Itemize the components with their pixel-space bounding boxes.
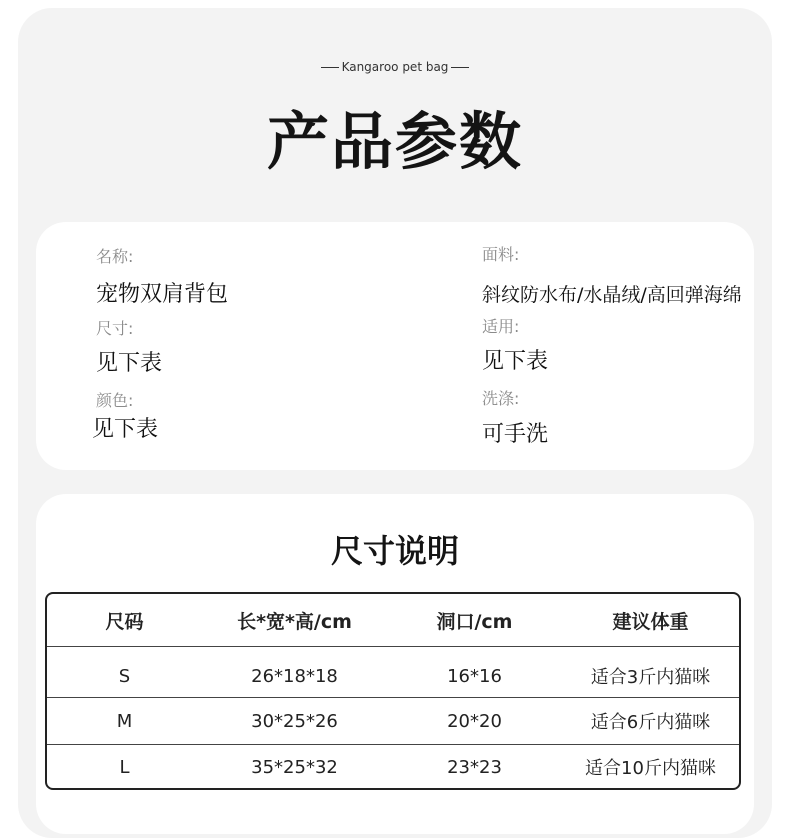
size-cell: M	[116, 710, 133, 732]
subtitle-left-line	[321, 67, 339, 68]
dimension-cell: 26*18*18	[251, 665, 338, 687]
color-label: 颜色:	[96, 391, 134, 410]
color-value: 见下表	[92, 417, 159, 442]
divider	[47, 646, 739, 647]
size-label: 尺寸:	[96, 319, 134, 338]
table-row	[47, 652, 739, 700]
suitable-value: 见下表	[482, 349, 549, 374]
table-row	[47, 744, 739, 790]
dimension-cell: 30*25*26	[251, 710, 338, 732]
opening-cell: 16*16	[447, 665, 502, 687]
dimension-cell: 35*25*32	[251, 756, 338, 778]
size-value: 见下表	[96, 351, 163, 376]
size-section-title: 尺寸说明	[330, 532, 459, 570]
wash-value: 可手洗	[482, 422, 549, 447]
brand-subtitle	[0, 60, 790, 74]
subtitle-text: Kangaroo pet bag	[341, 60, 449, 74]
column-header: 建议体重	[612, 610, 689, 633]
weight-cell: 适合6斤内猫咪	[590, 712, 711, 733]
column-header: 长*宽*高/cm	[237, 610, 352, 633]
weight-cell: 适合3斤内猫咪	[590, 667, 711, 688]
opening-cell: 20*20	[447, 710, 502, 732]
name-label: 名称:	[96, 247, 134, 266]
name-value: 宠物双肩背包	[96, 282, 229, 307]
size-table	[45, 592, 741, 790]
material-label: 面料:	[482, 245, 520, 264]
size-cell: S	[118, 665, 131, 687]
suitable-label: 适用:	[482, 317, 520, 336]
page-title: 产品参数	[266, 105, 523, 178]
product-params-card	[36, 222, 754, 470]
weight-cell: 适合10斤内猫咪	[585, 758, 716, 779]
column-header: 洞口/cm	[436, 610, 513, 633]
table-row	[47, 698, 739, 744]
table-header-row	[47, 594, 739, 646]
size-cell: L	[119, 756, 130, 778]
subtitle-right-line	[451, 67, 469, 68]
column-header: 尺码	[105, 610, 144, 633]
wash-label: 洗涤:	[482, 389, 520, 408]
material-value: 斜纹防水布/水晶绒/高回弹海绵	[482, 284, 742, 306]
opening-cell: 23*23	[447, 756, 502, 778]
